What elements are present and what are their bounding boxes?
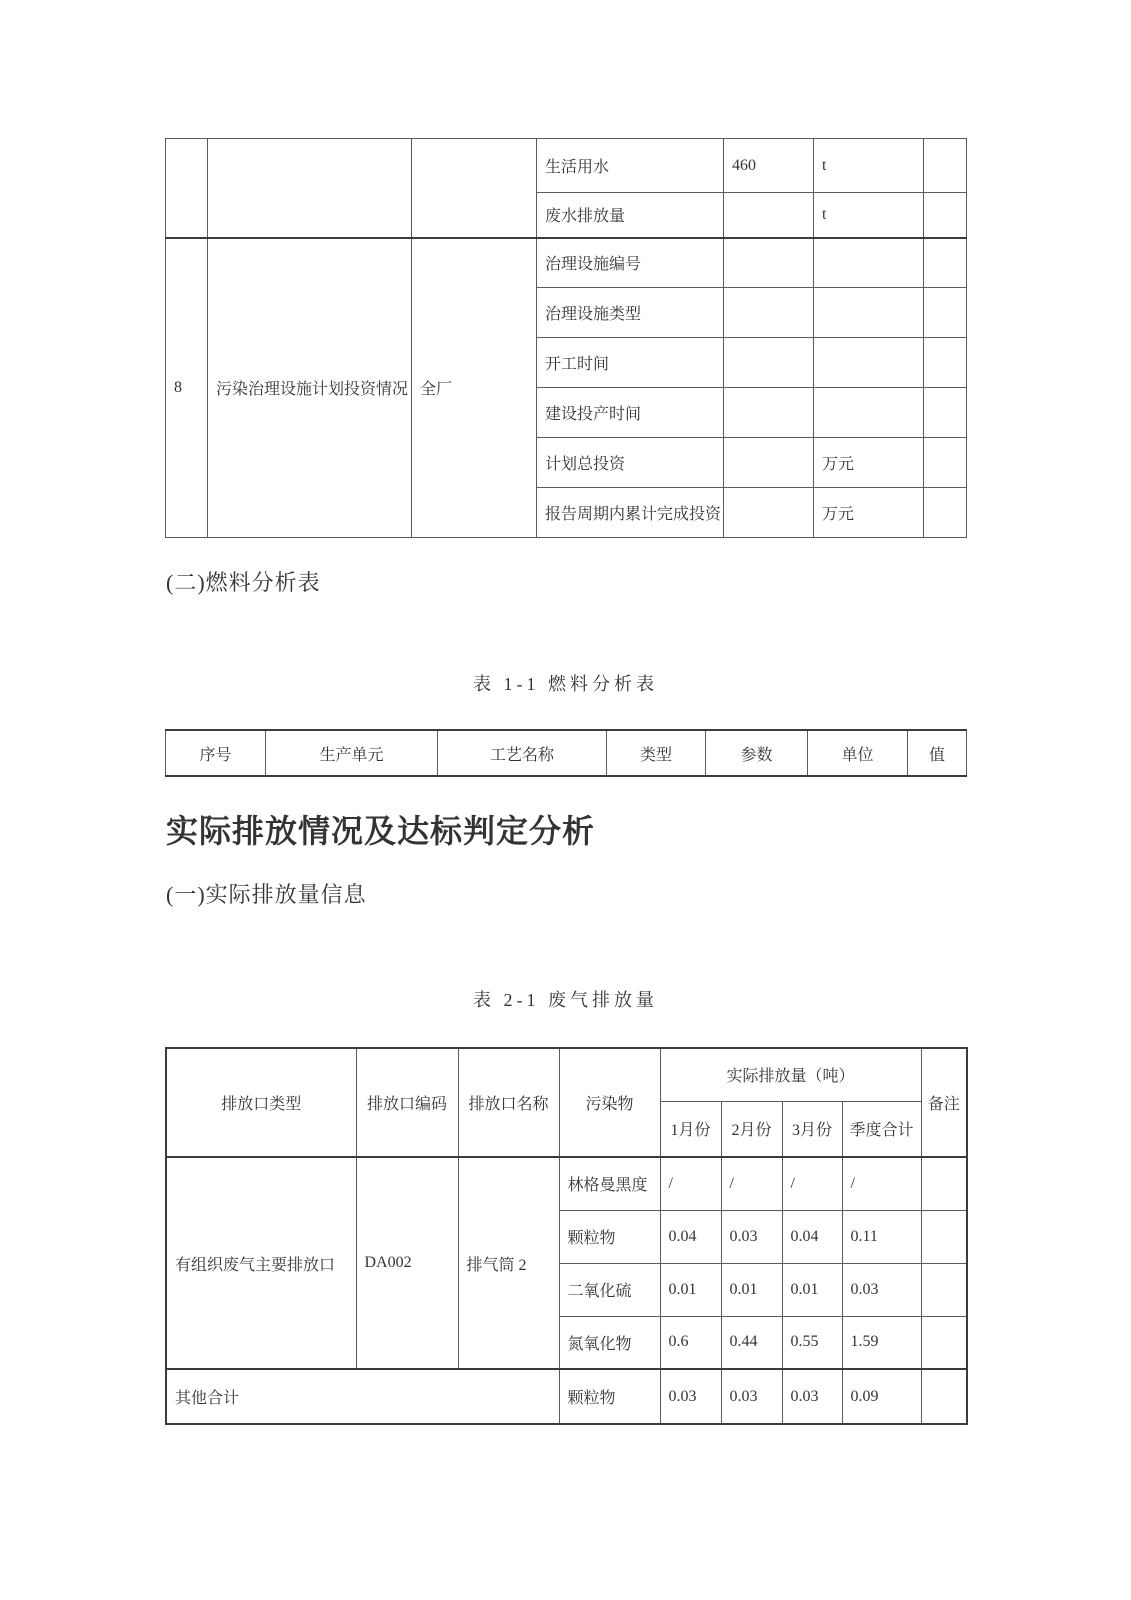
cell-quarter-total: 0.09 [842,1369,921,1424]
header-outlet-name: 排放口名称 [458,1048,559,1157]
cell-remark [924,238,967,288]
cell-item: 治理设施类型 [537,288,724,338]
header-production-unit: 生产单元 [266,730,438,776]
cell-unit [814,288,924,338]
header-unit: 单位 [808,730,908,776]
header-value: 值 [908,730,967,776]
cell-remark [924,193,967,238]
header-outlet-code: 排放口编码 [356,1048,458,1157]
empty-cell [412,139,537,238]
cell-row-number: 8 [166,238,208,538]
cell-quarter-total: 0.11 [842,1210,921,1263]
cell-pollutant: 二氧化硫 [559,1263,660,1316]
cell-unit: t [814,139,924,193]
cell-value [724,238,814,288]
header-quarter-total: 季度合计 [842,1101,921,1157]
table-row [166,139,967,193]
cell-remark [921,1369,967,1424]
header-serial: 序号 [166,730,266,776]
table-row [166,1157,967,1210]
cell-month3-value: / [782,1157,842,1210]
cell-month3-value: 0.03 [782,1369,842,1424]
cell-item: 建设投产时间 [537,388,724,438]
cell-month2-value: / [721,1157,782,1210]
header-month-3: 3月份 [782,1101,842,1157]
section-fuel-analysis-heading: (二)燃料分析表 [166,570,321,595]
cell-pollutant: 颗粒物 [559,1210,660,1263]
cell-remark [921,1157,967,1210]
header-remark: 备注 [921,1048,967,1157]
cell-item: 废水排放量 [537,193,724,238]
table-header-row [166,1048,967,1101]
header-process-name: 工艺名称 [438,730,607,776]
cell-scope: 全厂 [412,238,537,538]
cell-value [724,488,814,538]
cell-outlet-name: 排气筒 2 [458,1157,559,1369]
header-type: 类型 [607,730,706,776]
cell-remark [924,139,967,193]
cell-month1-value: 0.03 [660,1369,721,1424]
fuel-analysis-table [165,729,967,777]
cell-remark [921,1263,967,1316]
cell-month3-value: 0.01 [782,1263,842,1316]
cell-value [724,288,814,338]
cell-pollutant: 林格曼黑度 [559,1157,660,1210]
cell-outlet-type: 有组织废气主要排放口 [166,1157,356,1369]
cell-unit: t [814,193,924,238]
cell-remark [924,388,967,438]
cell-month3-value: 0.04 [782,1210,842,1263]
cell-month2-value: 0.44 [721,1316,782,1369]
cell-unit: 万元 [814,488,924,538]
cell-pollutant: 颗粒物 [559,1369,660,1424]
cell-remark [924,488,967,538]
cell-remark [924,288,967,338]
cell-category: 污染治理设施计划投资情况 [208,238,412,538]
cell-unit [814,338,924,388]
cell-outlet-code: DA002 [356,1157,458,1369]
table-row-other-total [166,1369,967,1424]
cell-unit [814,238,924,288]
header-outlet-type: 排放口类型 [166,1048,356,1157]
cell-remark [924,438,967,488]
table2-caption: 表 2-1 废气排放量 [473,990,658,1010]
cell-month3-value: 0.55 [782,1316,842,1369]
cell-month2-value: 0.03 [721,1369,782,1424]
header-actual-emission-group: 实际排放量（吨） [660,1048,921,1101]
cell-value: 460 [724,139,814,193]
header-month-2: 2月份 [721,1101,782,1157]
cell-month1-value: 0.6 [660,1316,721,1369]
main-heading: 实际排放情况及达标判定分析 [166,813,596,849]
cell-other-total-label: 其他合计 [166,1369,559,1424]
cell-unit [814,388,924,438]
cell-month2-value: 0.03 [721,1210,782,1263]
cell-remark [924,338,967,388]
cell-item: 报告周期内累计完成投资 [537,488,724,538]
cell-month1-value: 0.01 [660,1263,721,1316]
cell-value [724,193,814,238]
cell-month2-value: 0.01 [721,1263,782,1316]
cell-remark [921,1316,967,1369]
cell-value [724,438,814,488]
cell-item: 计划总投资 [537,438,724,488]
table1-caption: 表 1-1 燃料分析表 [473,674,658,694]
facility-investment-table [165,138,967,538]
cell-unit: 万元 [814,438,924,488]
table-row [166,238,967,288]
cell-month1-value: 0.04 [660,1210,721,1263]
cell-quarter-total: / [842,1157,921,1210]
cell-quarter-total: 1.59 [842,1316,921,1369]
empty-cell [166,139,208,238]
table-header-row [166,730,967,776]
waste-gas-emission-table [165,1047,968,1425]
cell-remark [921,1210,967,1263]
cell-value [724,338,814,388]
cell-quarter-total: 0.03 [842,1263,921,1316]
empty-cell [208,139,412,238]
cell-pollutant: 氮氧化物 [559,1316,660,1369]
cell-month1-value: / [660,1157,721,1210]
header-pollutant: 污染物 [559,1048,660,1157]
header-month-1: 1月份 [660,1101,721,1157]
header-parameter: 参数 [706,730,808,776]
cell-item: 治理设施编号 [537,238,724,288]
cell-item: 生活用水 [537,139,724,193]
section-actual-emission-heading: (一)实际排放量信息 [166,882,367,907]
cell-item: 开工时间 [537,338,724,388]
cell-value [724,388,814,438]
